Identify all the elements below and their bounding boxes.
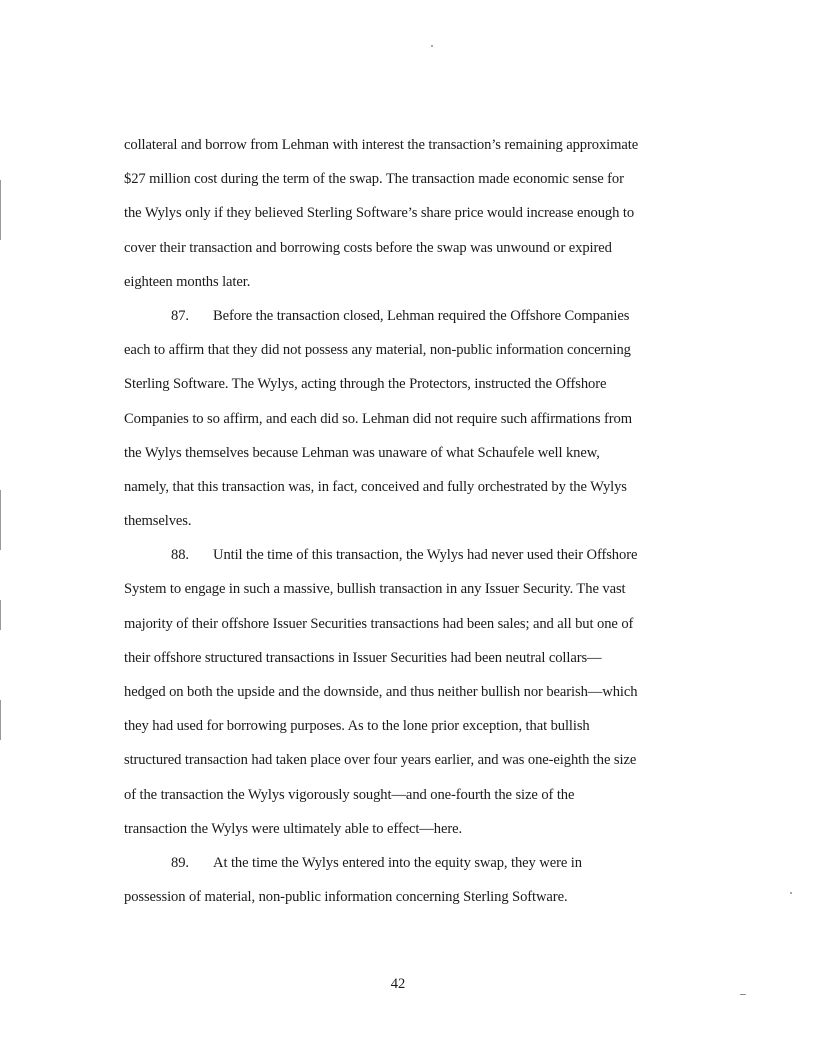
text-line: transaction the Wylys were ultimately able to effect—here.	[124, 820, 463, 837]
text-line: each to affirm that they did not possess any material, non-public information concerning	[124, 342, 631, 359]
text-line: possession of material, non-public information concerning Sterling Software.	[124, 889, 568, 906]
text-line: collateral and borrow from Lehman with interest the transaction’s remaining approximate	[124, 137, 639, 153]
paragraph-text: Before the transaction closed, Lehman required the Offshore Companies	[213, 307, 630, 324]
text-line: hedged on both the upside and the downside, and thus neither bullish nor bearish—which	[124, 684, 638, 700]
paragraph-text: At the time the Wylys entered into the equity swap, they were in	[213, 854, 582, 871]
paragraph-first-line	[124, 299, 664, 333]
text-line: structured transaction had taken place over four years earlier, and was one-eighth the size	[124, 752, 637, 769]
text-line: their offshore structured transactions in Issuer Securities had been neutral collars—	[124, 649, 602, 666]
scan-edge-mark	[0, 180, 1, 240]
page-number: 42	[390, 976, 406, 992]
body-text	[124, 128, 664, 914]
text-line: the Wylys only if they believed Sterling Software’s share price would increase enough to	[124, 205, 635, 222]
scan-edge-mark	[0, 490, 1, 550]
paragraph-88	[124, 538, 664, 846]
text-line: namely, that this transaction was, in fact, conceived and fully orchestrated by the Wylys	[124, 478, 627, 495]
scan-edge-mark	[0, 600, 1, 630]
paragraph-first-line	[124, 538, 664, 572]
paragraph-number: 89.	[171, 854, 189, 871]
scan-speck	[740, 994, 746, 995]
paragraph-87	[124, 299, 664, 538]
text-line: of the transaction the Wylys vigorously sought—and one-fourth the size of the	[124, 786, 575, 803]
text-line: Sterling Software. The Wylys, acting through the Protectors, instructed the Offshore	[124, 376, 607, 393]
scan-edge-mark	[0, 700, 1, 740]
text-line: the Wylys themselves because Lehman was unaware of what Schaufele well knew,	[124, 444, 600, 461]
text-line: cover their transaction and borrowing costs before the swap was unwound or expired	[124, 239, 612, 256]
text-line: Companies to so affirm, and each did so. Lehman did not require such affirmations from	[124, 410, 633, 427]
paragraph-number: 88.	[171, 547, 189, 564]
text-line: themselves.	[124, 513, 192, 530]
paragraph-first-line	[124, 846, 664, 880]
paragraph-text: Until the time of this transaction, the Wylys had never used their Offshore	[213, 547, 638, 564]
text-line: they had used for borrowing purposes. As to the lone prior exception, that bullish	[124, 718, 590, 735]
text-line: $27 million cost during the term of the swap. The transaction made economic sense for	[124, 171, 624, 188]
paragraph-number: 87.	[171, 307, 189, 324]
scan-speck	[431, 45, 433, 47]
text-line: majority of their offshore Issuer Securities transactions had been sales; and all but one of	[124, 615, 634, 632]
text-line: System to engage in such a massive, bullish transaction in any Issuer Security. The vast	[124, 581, 626, 598]
text-line: eighteen months later.	[124, 273, 251, 290]
paragraph-89	[124, 846, 664, 914]
scan-speck	[790, 892, 792, 894]
